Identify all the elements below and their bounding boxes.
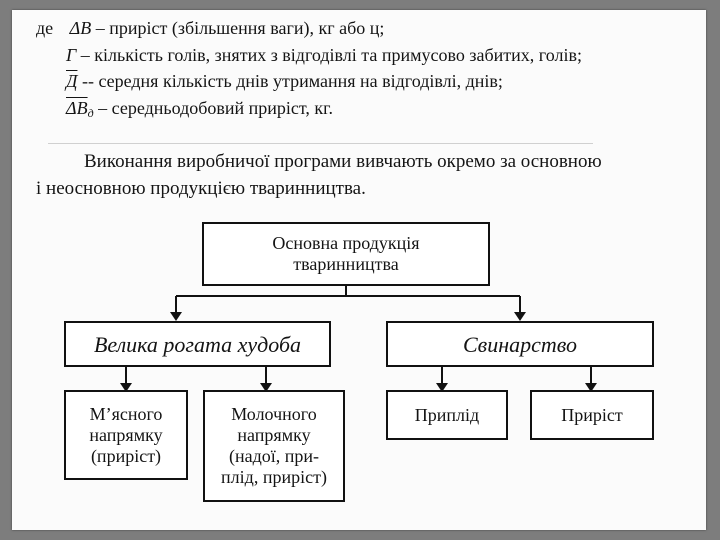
group-node-pig-farming xyxy=(386,321,654,367)
leaf-node-dairy-direction-label: Молочного напрямку (надої, при- плід, приріст) xyxy=(221,404,327,487)
definition-text-4: – середньодобовий приріст, кг. xyxy=(98,98,334,118)
root-node-label: Основна продукція тваринництва xyxy=(272,233,420,274)
leaf-node-gain-label: Приріст xyxy=(561,404,623,425)
paragraph-line-1: Виконання виробничої програми вивчають окремо за основною xyxy=(84,151,602,172)
leaf-node-meat-direction xyxy=(64,390,188,480)
root-node xyxy=(202,222,490,286)
faint-rule xyxy=(48,143,593,144)
leaf-node-meat-direction-label: М’ясного напрямку (приріст) xyxy=(89,403,163,466)
leaf-node-offspring-label: Приплід xyxy=(414,404,480,425)
definition-line-1 xyxy=(36,17,384,39)
group-node-cattle xyxy=(64,321,331,367)
definition-symbol-delta-b: ΔB xyxy=(69,18,92,38)
paragraph-line-2: і неосновною продукцією тваринництва. xyxy=(36,178,366,199)
definition-symbol-delta-bd: $\overline{\Delta B}$ xyxy=(66,98,88,118)
definition-line-2 xyxy=(66,44,582,66)
definition-text-2: – кількість голів, знятих з відгодівлі та примусово забитих, голів; xyxy=(80,45,582,65)
definition-symbol-g: Г xyxy=(66,45,77,65)
leaf-node-offspring xyxy=(386,390,508,440)
definition-text-1: – приріст (збільшення ваги), кг або ц; xyxy=(95,18,385,38)
definition-symbol-d: Д xyxy=(66,71,78,91)
definition-prefix: де xyxy=(36,18,54,38)
definition-text-3: -- середня кількість днів утримання на відгодівлі, днів; xyxy=(81,71,503,91)
leaf-node-gain xyxy=(530,390,654,440)
definition-line-3 xyxy=(66,70,503,92)
group-node-pig-farming-label: Свинарство xyxy=(462,331,578,357)
leaf-node-dairy-direction xyxy=(203,390,345,502)
definition-line-4 xyxy=(66,97,333,124)
group-node-cattle-label: Велика рогата худоба xyxy=(93,331,302,357)
definition-subscript-d: д xyxy=(87,106,94,120)
